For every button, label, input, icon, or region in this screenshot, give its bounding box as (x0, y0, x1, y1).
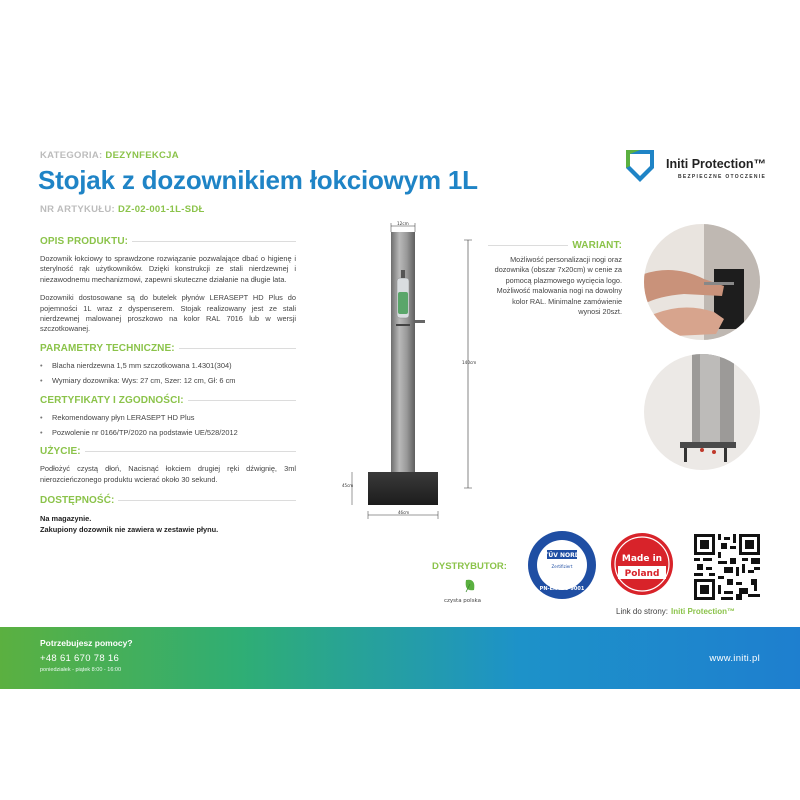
footer-bar (0, 627, 800, 689)
divider (188, 400, 296, 401)
certificate-item-1: • Rekomendowany płyn LERASEPT HD Plus (40, 413, 296, 423)
description-paragraph-2: Dozowniki dostosowane są do butelek płynów LERASEPT HD Plus do pojemności 1L wraz z dyspenserem. Stojak realizowany jest ze stali nierdzewnej malowanej proszkowo na kolor RAL 7016 lub w wersji szczotkowanej. (40, 293, 296, 334)
made-line2: Poland (624, 569, 660, 579)
product-technical-drawing (340, 220, 490, 520)
category-value: DEZYNFEKCJA (105, 150, 179, 161)
certificate-item-2: • Pozwolenie nr 0166/TP/2020 na podstawie UE/528/2012 (40, 428, 296, 438)
dim-base-width: 46cm (398, 510, 410, 515)
usage-text: Podłożyć czystą dłoń, Nacisnąć łokciem drugiej ręki dźwignię, 3ml nierozcieńczonego produktu wcierać około 30 sekund. (40, 464, 296, 484)
technical-heading: PARAMETRY TECHNICZNE: (40, 342, 175, 354)
initi-logo (622, 148, 772, 188)
availability-heading: DOSTĘPNOŚĆ: (40, 495, 115, 507)
artno-label: NR ARTYKUŁU: (40, 204, 116, 215)
description-heading-row (40, 236, 296, 247)
category-label: KATEGORIA: (40, 150, 103, 161)
certificates-heading-row (40, 395, 296, 406)
distributor-heading: DYSTRYBUTOR: (432, 561, 507, 572)
made-in-poland-badge (610, 532, 674, 596)
variant-heading-row (488, 240, 622, 251)
technical-item-1: • Blacha nierdzewna 1,5 mm szczotkowana 1.4301(304) (40, 361, 296, 371)
photo-dispenser-detail (644, 354, 760, 470)
divider (132, 241, 296, 242)
logo-tagline: BEZPIECZNE OTOCZENIE (678, 174, 767, 180)
tuv-bottom: PN-EN ISO 9001 (539, 586, 585, 592)
technical-item-2: • Wymiary dozownika: Wys: 27 cm, Szer: 12 cm, Gł: 6 cm (40, 376, 296, 386)
divider (118, 500, 296, 501)
help-title: Potrzebujesz pomocy? (40, 638, 133, 648)
description-paragraph-1: Dozownik łokciowy to sprawdzone rozwiązanie pozwalające dbać o higienę i sterylność rąk użytkowników. Dzięki konstrukcji ze stali nierdzewnej i niezawodnemu mechanizmowi, zapewni skuteczne działanie na długie lata. (40, 254, 296, 284)
category-line (40, 150, 179, 161)
variant-heading: WARIANT: (572, 240, 622, 251)
link-label: Link do strony: (616, 607, 669, 616)
link-brand[interactable]: Initi Protection™ (671, 607, 736, 616)
variant-text: Możliwość personalizacji nogi oraz dozownika (obszar 7x20cm) w cenie za pomocą plazmowego wycięcia logo. Możliwość malowania nogi na dowolny kolor RAL. Minimalne zamówienie wynosi 20szt. (494, 255, 622, 317)
left-column (40, 236, 296, 535)
help-phone[interactable]: +48 61 670 78 16 (40, 653, 120, 664)
availability-heading-row (40, 495, 296, 506)
website-link[interactable]: www.initi.pl (709, 653, 760, 664)
usage-heading-row (40, 446, 296, 457)
czysta-polska-logo (440, 576, 500, 606)
description-heading: OPIS PRODUKTU: (40, 236, 129, 247)
dim-base-height: 45cm (342, 483, 354, 488)
tuv-middle: Zertifiziert (551, 564, 573, 569)
certificates-heading: CERTYFIKATY I ZGODNOŚCI: (40, 394, 184, 406)
qr-code-icon[interactable] (694, 534, 760, 600)
artno-value: DZ-02-001-1L-SDŁ (117, 204, 205, 215)
logo-name: Initi Protection™ (666, 157, 766, 171)
technical-heading-row (40, 343, 296, 354)
page-title: Stojak z dozownikiem łokciowym 1L (38, 165, 478, 195)
photo-hand-using-dispenser (644, 224, 760, 340)
availability-line-2: Zakupiony dozownik nie zawiera w zestawie płynu. (40, 525, 219, 535)
shield-logo-icon (624, 148, 656, 184)
dim-height: 140cm (462, 360, 477, 365)
help-hours: poniedziałek - piątek 8:00 - 16:00 (40, 667, 122, 673)
availability-line-1: Na magazynie. (40, 514, 92, 524)
article-number-line (40, 204, 205, 215)
dim-width-top: 12cm (397, 221, 409, 226)
website-link-line (616, 607, 735, 616)
divider (488, 245, 568, 246)
usage-heading: UŻYCIE: (40, 446, 81, 458)
tuv-top: TÜV NORD (544, 552, 580, 559)
distributor-name: czysta polska (444, 598, 482, 604)
made-line1: Made in (621, 554, 663, 564)
divider (179, 348, 296, 349)
divider (85, 451, 296, 452)
leaf-icon (466, 580, 475, 591)
tuv-certificate-badge (527, 530, 597, 600)
